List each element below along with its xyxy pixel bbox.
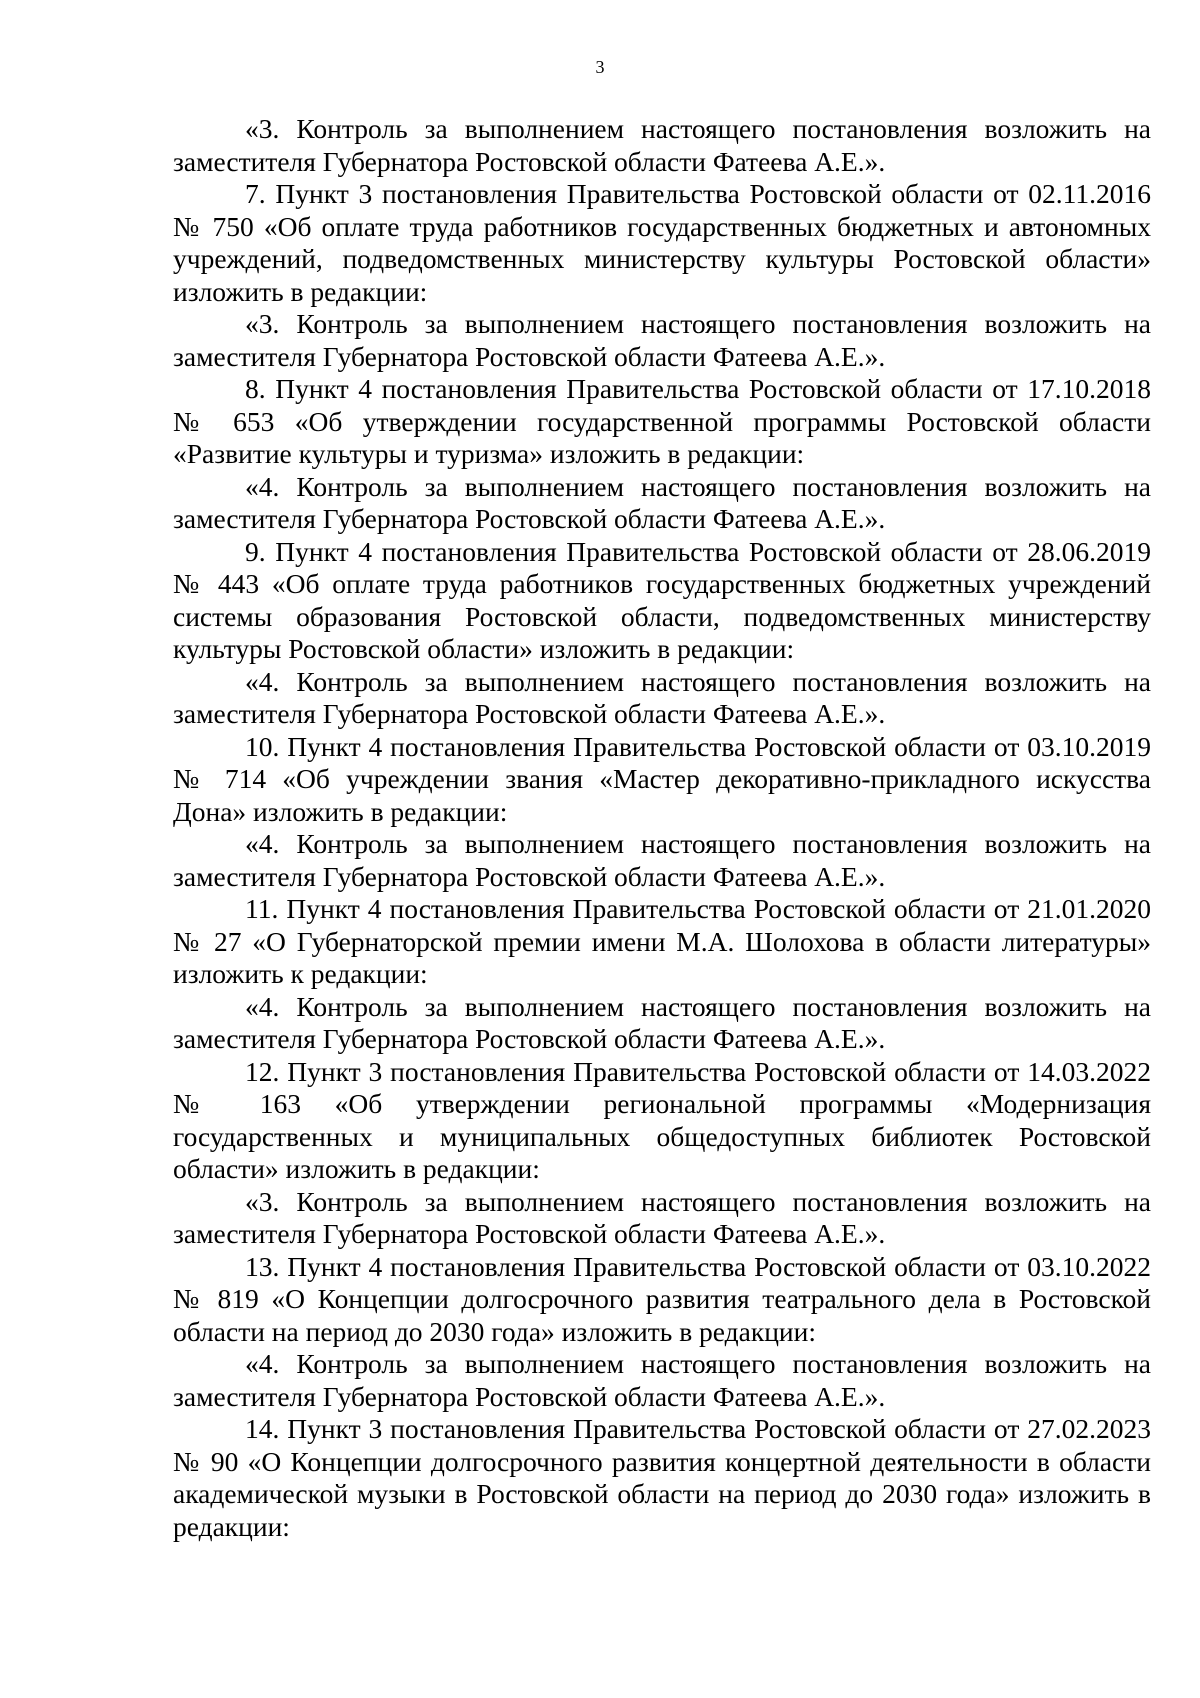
paragraph-control-4: «4. Контроль за выполнением настоящего постановления возложить на заместителя Губернатора Ростовской области Фатеева А.Е.».	[173, 990, 1151, 1054]
document-body	[173, 113, 1151, 1543]
page-number: 3	[595, 57, 605, 77]
paragraph-control-4: «4. Контроль за выполнением настоящего постановления возложить на заместителя Губернатора Ростовской области Фатеева А.Е.».	[173, 665, 1151, 729]
paragraph-item-10: 10. Пункт 4 постановления Правительства Ростовской области от 03.10.2019 № 714 «Об учреждении звания «Мастер декоративно-прикладного искусства Дона» изложить в редакции:	[173, 730, 1151, 827]
paragraph-item-11: 11. Пункт 4 постановления Правительства Ростовской области от 21.01.2020 № 27 «О Губернаторской премии имени М.А. Шолохова в области литературы» изложить к редакции:	[173, 893, 1151, 989]
paragraph-item-14: 14. Пункт 3 постановления Правительства Ростовской области от 27.02.2023 № 90 «О Концепции долгосрочного развития концертной деятельности в области академической музыки в Ростовской области на период до 2030 года» изложить в редакции:	[173, 1413, 1151, 1542]
paragraph-item-13: 13. Пункт 4 постановления Правительства Ростовской области от 03.10.2022 № 819 «О Концепции долгосрочного развития театрального дела в Ростовской области на период до 2030 года» изложить в редакции:	[173, 1250, 1151, 1347]
paragraph-control-4: «4. Контроль за выполнением настоящего постановления возложить на заместителя Губернатора Ростовской области Фатеева А.Е.».	[173, 470, 1151, 534]
paragraph-control-3: «3. Контроль за выполнением настоящего постановления возложить на заместителя Губернатора Ростовской области Фатеева А.Е.».	[173, 308, 1151, 372]
paragraph-item-7: 7. Пункт 3 постановления Правительства Ростовской области от 02.11.2016 № 750 «Об оплате труда работников государственных бюджетных и автономных учреждений, подведомственных министерству культуры Ростовской области» изложить в редакции:	[173, 178, 1151, 307]
paragraph-control-4: «4. Контроль за выполнением настоящего постановления возложить на заместителя Губернатора Ростовской области Фатеева А.Е.».	[173, 1348, 1151, 1412]
paragraph-item-9: 9. Пункт 4 постановления Правительства Ростовской области от 28.06.2019 № 443 «Об оплате труда работников государственных бюджетных учреждений системы образования Ростовской области, подведомственных министерству культуры Ростовской области» изложить в редакции:	[173, 535, 1151, 664]
paragraph-item-12: 12. Пункт 3 постановления Правительства Ростовской области от 14.03.2022 № 163 «Об утверждении региональной программы «Модернизация государственных и муниципальных общедоступных библиотек Ростовской области» изложить в редакции:	[173, 1055, 1151, 1184]
paragraph-control-3: «3. Контроль за выполнением настоящего постановления возложить на заместителя Губернатора Ростовской области Фатеева А.Е.».	[173, 1185, 1151, 1249]
paragraph-control-4: «4. Контроль за выполнением настоящего постановления возложить на заместителя Губернатора Ростовской области Фатеева А.Е.».	[173, 828, 1151, 892]
paragraph-control-3: «3. Контроль за выполнением настоящего постановления возложить на заместителя Губернатора Ростовской области Фатеева А.Е.».	[173, 113, 1151, 177]
paragraph-item-8: 8. Пункт 4 постановления Правительства Ростовской области от 17.10.2018 № 653 «Об утверждении государственной программы Ростовской области «Развитие культуры и туризма» изложить в редакции:	[173, 373, 1151, 469]
